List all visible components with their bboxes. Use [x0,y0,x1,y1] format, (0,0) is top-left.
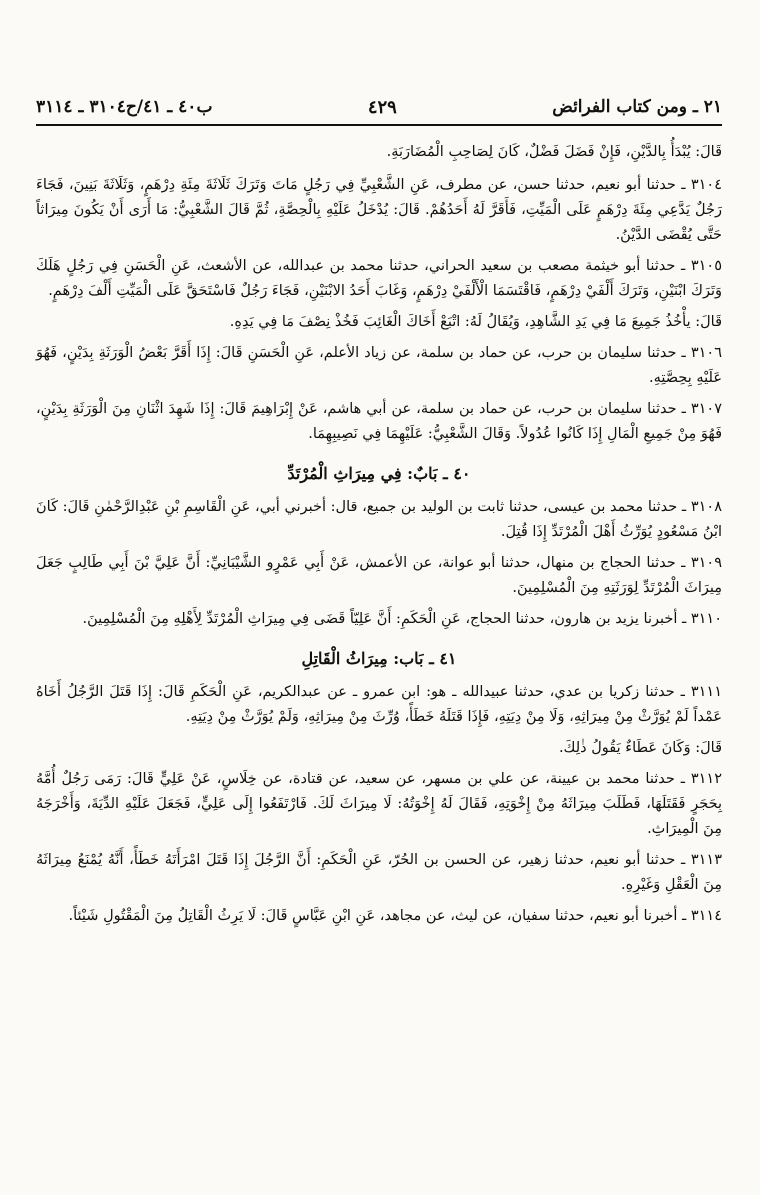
hadith-3108: ٣١٠٨ ـ حدثنا محمد بن عيسى، حدثنا ثابت بن الوليد بن جميع، قال: أخبرني أبي، عَنِ الْقَاسِمِ بْنِ عَبْدِالرَّحْمٰنِ قَالَ: كَانَ ابْنُ مَسْعُودٍ يُوَرِّثُ أَهْلَ الْمُرْتَدِّ إِذَا قُتِلَ. [36,499,722,540]
paragraph-continuation: قَالَ: يُبْدَأُ بِالدَّيْنِ، فَإِنْ فَضَلَ فَضْلٌ، كَانَ لِصَاحِبِ الْمُضَارَبَةِ. [386,144,722,160]
hadith-3114: ٣١١٤ ـ أخبرنا أبو نعيم، حدثنا سفيان، عن ليث، عن مجاهد، عَنِ ابْنِ عَبَّاسٍ قَالَ: لَا يَرِثُ الْقَاتِلُ مِنَ الْمَقْتُولِ شَيْئاً. [68,908,722,924]
page-number: ٤٢٩ [367,96,397,118]
hadith-3113: ٣١١٣ ـ حدثنا أبو نعيم، حدثنا زهير، عن الحسن بن الحُرّ، عَنِ الْحَكَمِ: أَنَّ الرَّجُلَ إِذَا قَتَلَ امْرَأَتَهُ خَطَأً، أَنَّهُ يُمْنَعُ مِيرَاثَهُ مِنَ الْعَقْلِ وَغَيْرِهِ. [36,852,722,893]
hadith-3109: ٣١٠٩ ـ حدثنا الحجاج بن منهال، حدثنا أبو عوانة، عن الأعمش، عَنْ أَبِي عَمْرٍو الشَّيْبَانِيِّ: أَنَّ عَلِيَّ بْنَ أَبِي طَالِبٍ جَعَلَ مِيرَاثَ الْمُرْتَدِّ لِوَرَثَتِهِ مِنَ الْمُسْلِمِينَ. [36,555,722,596]
hadith-3106: ٣١٠٦ ـ حدثنا سليمان بن حرب، عن حماد بن سلمة، عن زياد الأعلم، عَنِ الْحَسَنِ قَالَ: إِذَا أَقَرَّ بَعْضُ الْوَرَثَةِ بِدَيْنٍ، فَهُوَ عَلَيْهِ بِحِصَّتِهِ. [36,345,722,386]
hadith-3104: ٣١٠٤ ـ حدثنا أبو نعيم، حدثنا حسن، عن مطرف، عَنِ الشَّعْبِيِّ فِي رَجُلٍ مَاتَ وَتَرَكَ ثَلَاثَةَ مِئَةِ دِرْهَمٍ، وَثَلَاثَةَ بَنِينَ، فَجَاءَ رَجُلٌ يَدَّعِي مِئَةَ دِرْهَمٍ عَلَى الْمَيِّتِ، فَأَقَرَّ لَهُ أَحَدُهُمْ. قَالَ: يُدْخَلُ عَلَيْهِ بِالْحِصَّةِ، ثُمَّ قَالَ الشَّعْبِيُّ: مَا أَرَى أَنْ يَكُونَ مِيرَاثاً حَتَّى يُقْضَى الدَّيْنُ. [36,177,722,243]
hadith-3107: ٣١٠٧ ـ حدثنا سليمان بن حرب، عن حماد بن سلمة، عن أبي هاشم، عَنْ إِبْرَاهِيمَ قَالَ: إِذَا شَهِدَ اثْنَانِ مِنَ الْوَرَثَةِ بِدَيْنٍ، فَهُوَ مِنْ جَمِيعِ الْمَالِ إِذَا كَانُوا عُدُولاً. وَقَالَ الشَّعْبِيُّ: عَلَيْهِمَا فِي نَصِيبِهِمَا. [36,401,722,442]
chapter-41-heading: ٤١ ـ بَاب: مِيرَاثُ الْقَاتِلِ [301,649,457,668]
hadith-3111: ٣١١١ ـ حدثنا زكريا بن عدي، حدثنا عبيدالله ـ هو: ابن عمرو ـ عن عبدالكريم، عَنِ الْحَكَمِ قَالَ: إِذَا قَتَلَ الرَّجُلُ أَخَاهُ عَمْداً لَمْ يُوَرَّثْ مِنْ مِيرَاثِهِ، وَلَا مِنْ دِيَتِهِ، فَإِذَا قَتَلَهُ خَطَأً، وُرِّثَ مِنْ مِيرَاثِهِ، وَلَمْ يُوَرَّثْ مِنْ دِيَتِهِ. [36,684,722,725]
running-header [36,92,722,122]
chapter-40-heading: ٤٠ ـ بَابٌ: فِي مِيرَاثِ الْمُرْتَدِّ [287,464,471,483]
hadith-3111-note: قَالَ: وَكَانَ عَطَاءٌ يَقُولُ ذٰلِكَ. [558,740,722,756]
header-section-title: ٢١ ـ ومن كتاب الفرائض [552,97,722,117]
header-rule [36,124,722,126]
hadith-3105-ruling: قَالَ: يأْخُذُ جَمِيعَ مَا فِي يَدِ الشَّاهِدِ، وَيُقَالُ لَهُ: اتْبَعْ أَخَاكَ الْغَائِبَ فَخُذْ نِصْفَ مَا فِي يَدِهِ. [229,314,722,330]
hadith-3110: ٣١١٠ ـ أخبرنا يزيد بن هارون، حدثنا الحجاج، عَنِ الْحَكَمِ: أَنَّ عَلِيّاً قَضَى فِي مِيرَاثِ الْمُرْتَدِّ لِأَهْلِهِ مِنَ الْمُسْلِمِينَ. [82,611,722,627]
hadith-3112: ٣١١٢ ـ حدثنا محمد بن عيينة، عن علي بن مسهر، عن سعيد، عن قتادة، عن خِلَاسٍ، عَنْ عَلِيٍّ قَالَ: رَمَى رَجُلٌ أُمَّهُ بِحَجَرٍ فَقَتَلَهَا، فَطَلَبَ مِيرَاثَهُ مِنْ إِخْوَتِهِ، فَقَالَ لَهُ إِخْوَتُهُ: لَا مِيرَاثَ لَكَ. فَارْتَفَعُوا إِلَى عَلِيٍّ، فَجَعَلَ عَلَيْهِ الدِّيَةَ، وَأَخْرَجَهُ مِنَ الْمِيرَاثِ. [36,771,722,837]
hadith-3105: ٣١٠٥ ـ حدثنا أبو خيثمة مصعب بن سعيد الحراني، حدثنا محمد بن عبدالله، عن الأشعث، عَنِ الْحَسَنِ فِي رَجُلٍ هَلَكَ وَتَرَكَ ابْنَيْنِ، وَتَرَكَ أَلْفَيْ دِرْهَمٍ، فَاقْتَسَمَا الْأَلْفَيْ دِرْهَمٍ، وَغَابَ أَحَدُ الابْنَيْنِ، فَجَاءَ رَجُلٌ فَاسْتَحَقَّ عَلَى الْمَيِّتِ أَلْفَ دِرْهَمٍ. [36,258,722,299]
page-body [36,140,722,935]
header-reference: ب٤٠ ـ ٤١/ح٣١٠٤ ـ ٣١١٤ [36,97,213,117]
